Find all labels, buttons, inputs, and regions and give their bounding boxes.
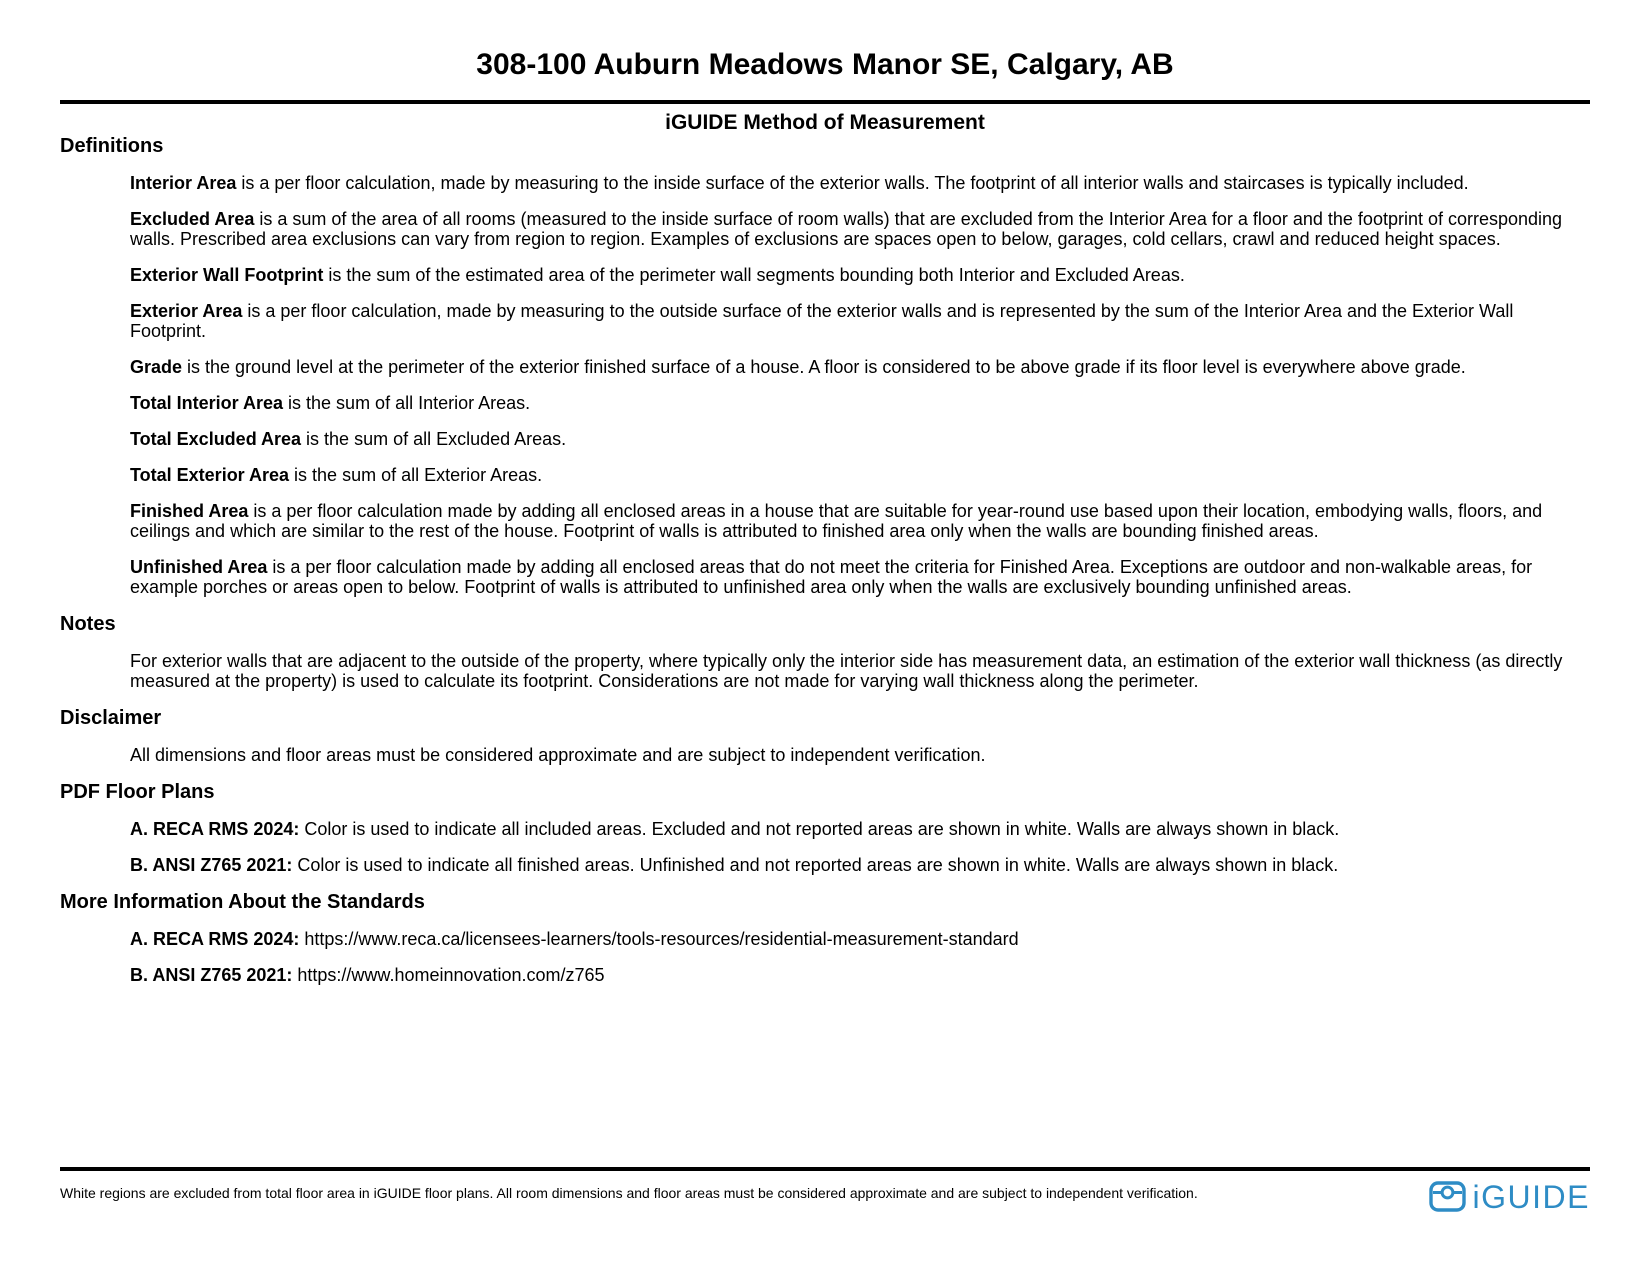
notes-paragraph: For exterior walls that are adjacent to the outside of the property, where typically only the interior side has measurement data, an estimation of the exterior wall thickness (as directly measured at the property) is used to calculate its footprint. Considerations are not made for varying wall thickness along the perimeter. xyxy=(130,651,1563,691)
section-heading-disclaimer: Disclaimer xyxy=(60,707,162,729)
definition-text: is the ground level at the perimeter of the exterior finished surface of a house. A floor is considered to be above grade if its floor level is everywhere above grade. xyxy=(182,357,1466,377)
standard-link-url[interactable]: https://www.homeinnovation.com/z765 xyxy=(292,965,605,985)
pdf-plan-item-ansi xyxy=(130,855,1590,875)
disclaimer-paragraph: All dimensions and floor areas must be considered approximate and are subject to independent verification. xyxy=(130,745,986,765)
definition-item-excluded-area xyxy=(130,209,1590,249)
pdf-plan-label: B. ANSI Z765 2021: xyxy=(130,855,293,875)
definition-item-exterior-area xyxy=(130,301,1590,341)
definition-term: Grade xyxy=(130,357,183,377)
definition-item-total-exterior-area xyxy=(130,465,1590,485)
definition-term: Unfinished Area xyxy=(130,557,268,577)
definition-text: is a per floor calculation, made by measuring to the outside surface of the exterior walls and is represented by the sum of the Interior Area and the Exterior Wall Footprint. xyxy=(130,301,1514,341)
definition-term: Total Excluded Area xyxy=(130,429,302,449)
definition-item-interior-area xyxy=(130,173,1590,193)
definition-term: Total Exterior Area xyxy=(130,465,290,485)
definition-term: Exterior Wall Footprint xyxy=(130,265,324,285)
section-heading-pdf-floor-plans: PDF Floor Plans xyxy=(60,781,215,803)
section-heading-more-information: More Information About the Standards xyxy=(60,891,425,913)
definition-text: is the sum of all Interior Areas. xyxy=(283,393,531,413)
definition-item-total-excluded-area xyxy=(130,429,1590,449)
section-heading-definitions: Definitions xyxy=(60,135,164,157)
standard-link-item-reca xyxy=(130,929,1590,949)
definition-text: is the sum of all Exterior Areas. xyxy=(289,465,543,485)
definition-term: Finished Area xyxy=(130,501,249,521)
definition-term: Exterior Area xyxy=(130,301,243,321)
definition-item-total-interior-area xyxy=(130,393,1590,413)
definition-term: Interior Area xyxy=(130,173,237,193)
page-title: 308-100 Auburn Meadows Manor SE, Calgary, AB xyxy=(476,48,1174,81)
definition-term: Total Interior Area xyxy=(130,393,284,413)
definition-text: is the sum of the estimated area of the perimeter wall segments bounding both Interior and Excluded Areas. xyxy=(323,265,1185,285)
iguide-camera-icon xyxy=(1429,1180,1466,1213)
standard-link-item-ansi xyxy=(130,965,1590,985)
definition-text: is a per floor calculation made by adding all enclosed areas in a house that are suitable for year-round use based upon their location, embodying walls, floors, and ceilings and which are similar to the rest of the house. Footprint of walls is attributed to finished area only when the walls are bounding finished areas. xyxy=(130,501,1543,541)
standard-link-url[interactable]: https://www.reca.ca/licensees-learners/tools-resources/residential-measurement-standard xyxy=(299,929,1019,949)
header-divider xyxy=(60,100,1590,104)
page-footer xyxy=(60,1167,1590,1213)
definition-text: is a per floor calculation made by adding all enclosed areas that do not meet the criteria for Finished Area. Exceptions are outdoor and non-walkable areas, for example porches or areas open to below. Footprint of walls is attributed to unfinished area only when the walls are exclusively bounding unfinished areas. xyxy=(130,557,1533,597)
definition-item-grade xyxy=(130,357,1590,377)
definition-text: is the sum of all Excluded Areas. xyxy=(301,429,567,449)
pdf-plan-label: A. RECA RMS 2024: xyxy=(130,819,300,839)
definition-text: is a per floor calculation, made by measuring to the inside surface of the exterior walls. The footprint of all interior walls and staircases is typically included. xyxy=(236,173,1469,193)
iguide-logo-text: iGUIDE xyxy=(1472,1178,1590,1215)
pdf-plan-text: Color is used to indicate all finished areas. Unfinished and not reported areas are shown in white. Walls are always shown in black. xyxy=(292,855,1339,875)
pdf-plan-item-reca xyxy=(130,819,1590,839)
definition-item-finished-area xyxy=(130,501,1590,541)
definition-item-unfinished-area xyxy=(130,557,1590,597)
section-heading-notes: Notes xyxy=(60,613,116,635)
definition-text: is a sum of the area of all rooms (measured to the inside surface of room walls) that are excluded from the Interior Area for a floor and the footprint of corresponding walls. Prescribed area exclusions can vary from region to region. Examples of exclusions are spaces open to below, garages, cold cellars, crawl and reduced height spaces. xyxy=(130,209,1563,249)
standard-link-label: A. RECA RMS 2024: xyxy=(130,929,300,949)
iguide-logo xyxy=(1429,1180,1590,1213)
standard-link-label: B. ANSI Z765 2021: xyxy=(130,965,293,985)
definition-item-exterior-wall-footprint xyxy=(130,265,1590,285)
page-subtitle: iGUIDE Method of Measurement xyxy=(665,111,985,134)
definition-term: Excluded Area xyxy=(130,209,255,229)
pdf-plan-text: Color is used to indicate all included areas. Excluded and not reported areas are shown in white. Walls are always shown in black. xyxy=(299,819,1340,839)
footer-note: White regions are excluded from total floor area in iGUIDE floor plans. All room dimensions and floor areas must be considered approximate and are subject to independent verification. xyxy=(60,1185,1198,1201)
